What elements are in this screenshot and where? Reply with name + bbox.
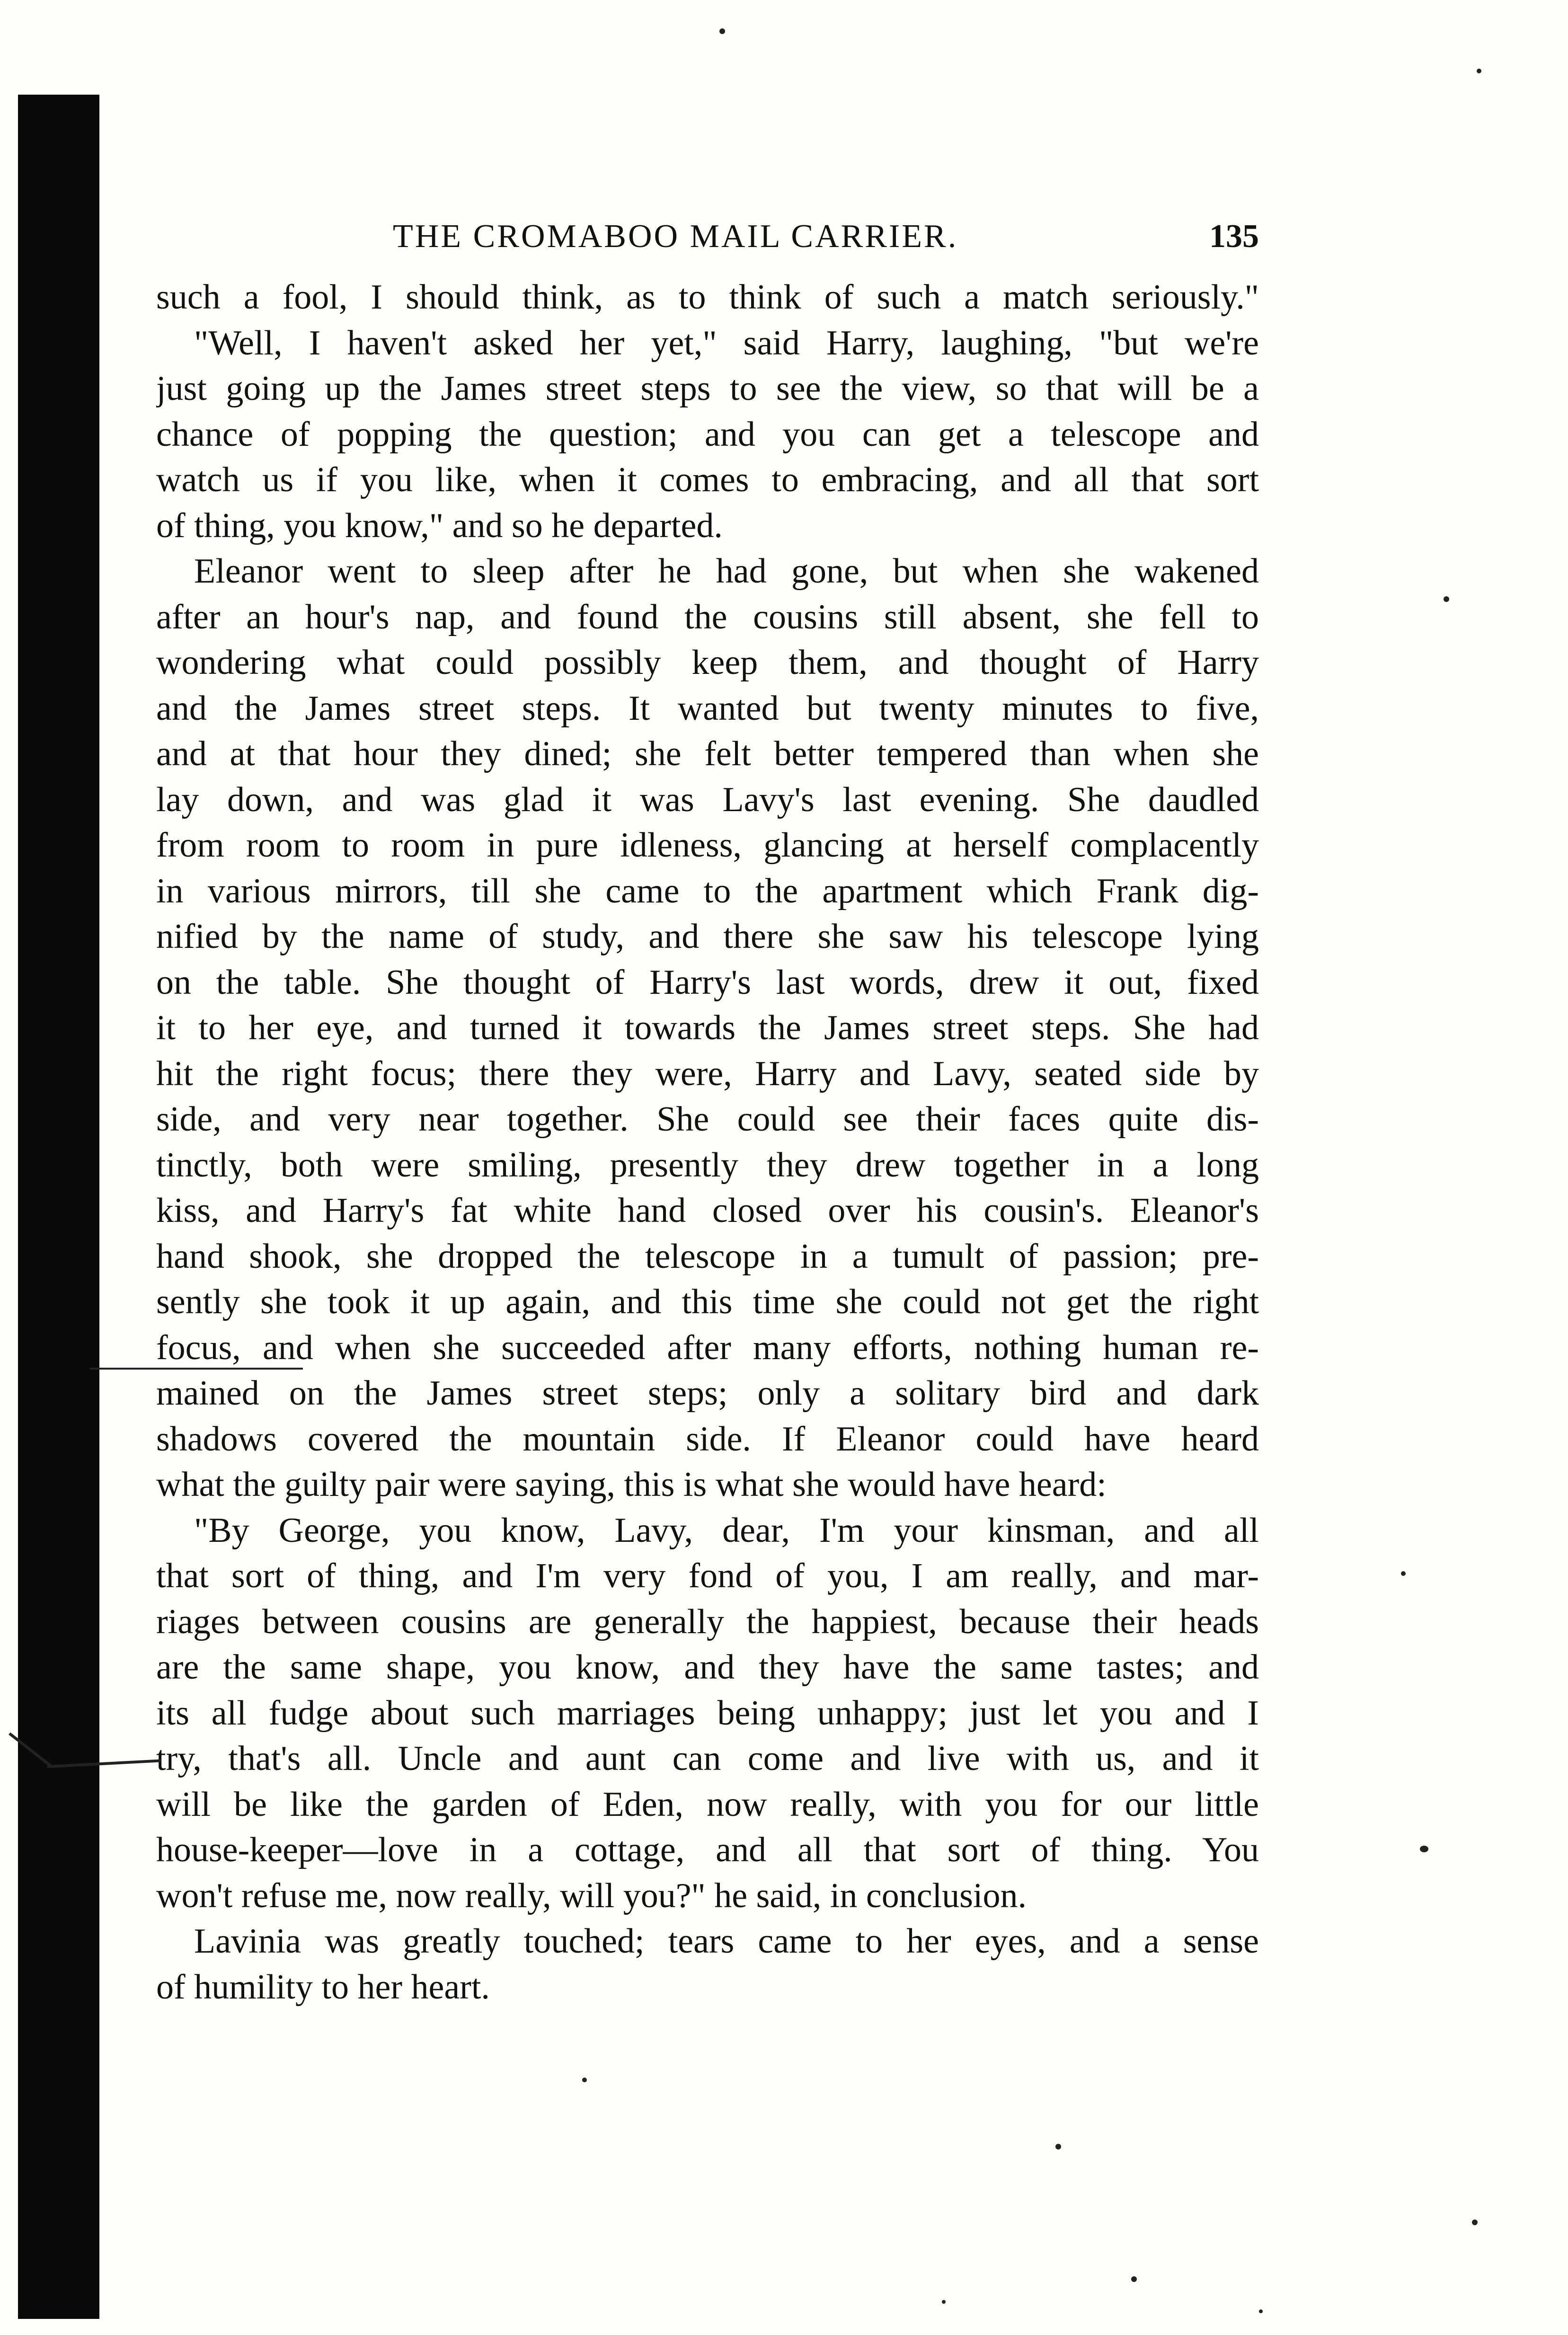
text-line: such a fool, I should think, as to think of such a match seriously." (156, 278, 1259, 317)
scan-speck (582, 2078, 587, 2082)
running-title: THE CROMABOO MAIL CARRIER. (393, 218, 958, 255)
scan-speck (1477, 69, 1481, 73)
scan-speck (1055, 2144, 1061, 2149)
scan-speck (719, 28, 725, 34)
text-line: tinctly, both were smiling, presently they drew together in a long (156, 1145, 1259, 1185)
text-line: shadows covered the mountain side. If Eleanor could have heard (156, 1419, 1259, 1459)
text-line: watch us if you like, when it comes to embracing, and all that sort (156, 460, 1259, 499)
text-line: sently she took it up again, and this time she could not get the right (156, 1282, 1259, 1321)
text-line: what the guilty pair were saying, this is what she would have heard: (156, 1465, 1107, 1504)
text-line: Lavinia was greatly touched; tears came to her eyes, and a sense (194, 1922, 1259, 1961)
text-line: try, that's all. Uncle and aunt can come and live with us, and it (156, 1739, 1259, 1778)
text-line: riages between cousins are generally the happiest, because their heads (156, 1602, 1259, 1641)
text-line: and at that hour they dined; she felt better tempered than when she (156, 734, 1259, 773)
binding-shadow (18, 95, 99, 2319)
scan-speck (942, 2300, 946, 2304)
text-line: nified by the name of study, and there she saw his telescope lying (156, 917, 1259, 956)
body-text (156, 274, 1259, 2010)
text-line: of thing, you know," and so he departed. (156, 506, 723, 545)
text-line: that sort of thing, and I'm very fond of you, I am really, and mar- (156, 1557, 1259, 1595)
text-line: from room to room in pure idleness, glancing at herself complacently (156, 826, 1259, 865)
text-line: chance of popping the question; and you can get a telescope and (156, 415, 1259, 454)
text-line: it to her eye, and turned it towards the James street steps. She had (156, 1008, 1259, 1047)
text-line: are the same shape, you know, and they have the same tastes; and (156, 1648, 1259, 1687)
text-line: hand shook, she dropped the telescope in a tumult of passion; pre- (156, 1237, 1259, 1276)
text-line: side, and very near together. She could see their faces quite dis- (156, 1100, 1259, 1139)
scan-speck (1259, 2309, 1263, 2313)
text-line: hit the right focus; there they were, Harry and Lavy, seated side by (156, 1054, 1259, 1093)
page-header (156, 208, 1259, 265)
text-line: focus, and when she succeeded after many efforts, nothing human re- (156, 1328, 1259, 1367)
scan-speck (1401, 1571, 1406, 1576)
text-line: wondering what could possibly keep them, and thought of Harry (156, 643, 1259, 682)
text-line: after an hour's nap, and found the cousins still absent, she fell to (156, 597, 1259, 637)
text-line: Eleanor went to sleep after he had gone, but when she wakened (194, 552, 1259, 591)
pencil-mark (90, 1368, 303, 1370)
text-line: won't refuse me, now really, will you?" he said, in conclusion. (156, 1876, 1027, 1915)
text-line: kiss, and Harry's fat white hand closed over his cousin's. Eleanor's (156, 1191, 1259, 1230)
text-line: and the James street steps. It wanted but twenty minutes to five, (156, 689, 1259, 728)
text-line: its all fudge about such marriages being unhappy; just let you and I (156, 1693, 1259, 1733)
page-number: 135 (1209, 218, 1259, 255)
text-line: will be like the garden of Eden, now really, with you for our little (156, 1785, 1259, 1824)
text-line: on the table. She thought of Harry's last words, drew it out, fixed (156, 963, 1259, 1002)
text-line: "Well, I haven't asked her yet," said Harry, laughing, "but we're (194, 323, 1259, 363)
scan-speck (1444, 596, 1449, 602)
text-line: mained on the James street steps; only a solitary bird and dark (156, 1374, 1259, 1413)
text-line: "By George, you know, Lavy, dear, I'm your kinsman, and all (194, 1511, 1259, 1550)
text-line: of humility to her heart. (156, 1967, 490, 2007)
text-line: in various mirrors, till she came to the apartment which Frank dig- (156, 871, 1259, 911)
text-line: just going up the James street steps to see the view, so that will be a (156, 369, 1259, 408)
scan-speck (1420, 1846, 1428, 1852)
text-line: lay down, and was glad it was Lavy's last evening. She daudled (156, 780, 1259, 819)
scan-speck (1472, 2220, 1478, 2225)
text-line: house-keeper—love in a cottage, and all that sort of thing. You (156, 1831, 1259, 1869)
scan-speck (1131, 2276, 1137, 2282)
